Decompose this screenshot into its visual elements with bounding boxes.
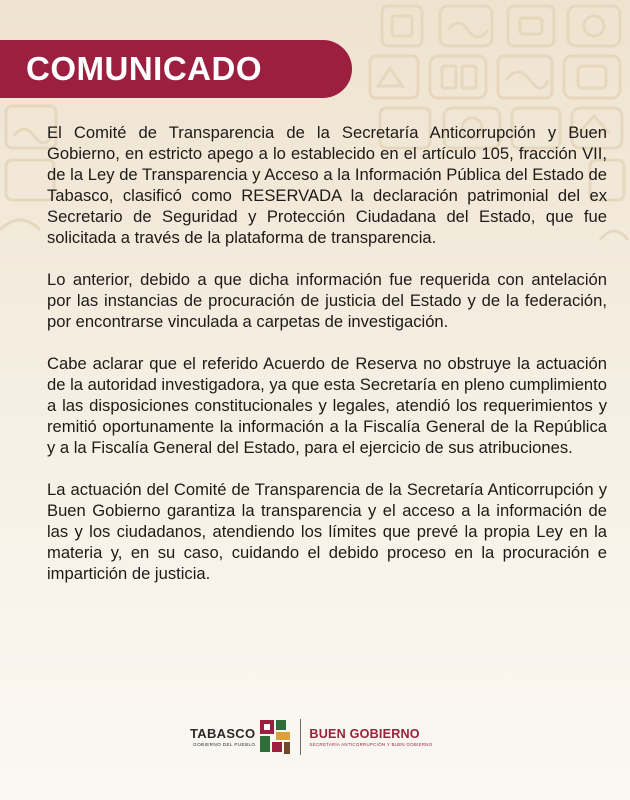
page-title: COMUNICADO bbox=[26, 50, 262, 87]
tabasco-logo bbox=[190, 727, 255, 747]
paragraph-4: La actuación del Comité de Transparencia de la Secretaría Anticorrupción y Buen Gobierno garantiza la transparencia y el acceso a la información de las y los ciudadanos, atendiendo los límites que prevé la propia Ley en la materia y, en su caso, cuidando el debido proceso en la procuración e impartición de justicia. bbox=[47, 480, 607, 583]
tabasco-subtitle: GOBIERNO DEL PUEBLO bbox=[193, 742, 256, 747]
communique-body bbox=[47, 122, 607, 605]
header-banner bbox=[0, 40, 352, 98]
footer-logos bbox=[190, 712, 440, 762]
paragraph-3: Cabe aclarar que el referido Acuerdo de Reserva no obstruye la actuación de la autoridad investigadora, ya que esta Secretaría en pleno cumplimiento a las disposiciones constitucionales y legales, atendió los requerimientos y remitió oportunamente la información a la Fiscalía General de la República y a la Fiscalía General del Estado, para el ejercicio de sus atribuciones. bbox=[47, 354, 607, 457]
tabasco-name: TABASCO bbox=[190, 726, 256, 741]
paragraph-1: El Comité de Transparencia de la Secretaría Anticorrupción y Buen Gobierno, en estricto apego a lo establecido en el artículo 105, fracción VII, de la Ley de Transparencia y Acceso a la Información Pública del Estado de Tabasco, clasificó como RESERVADA la declaración patrimonial del ex Secretario de Seguridad y Protección Ciudadana del Estado, que fue solicitada a través de la plataforma de transparencia. bbox=[47, 123, 607, 247]
buen-gobierno-name: BUEN GOBIERNO bbox=[309, 727, 420, 741]
buen-gobierno-subtitle: SECRETARÍA ANTICORRUPCIÓN Y BUEN GOBIERNO bbox=[309, 742, 433, 747]
tabasco-emblem-icon bbox=[258, 718, 294, 756]
paragraph-2: Lo anterior, debido a que dicha información fue requerida con antelación por las instancias de procuración de justicia del Estado y de la federación, por encontrarse vinculada a carpetas de investigación. bbox=[47, 270, 607, 331]
footer-divider bbox=[300, 719, 301, 755]
buen-gobierno-logo bbox=[309, 727, 432, 747]
